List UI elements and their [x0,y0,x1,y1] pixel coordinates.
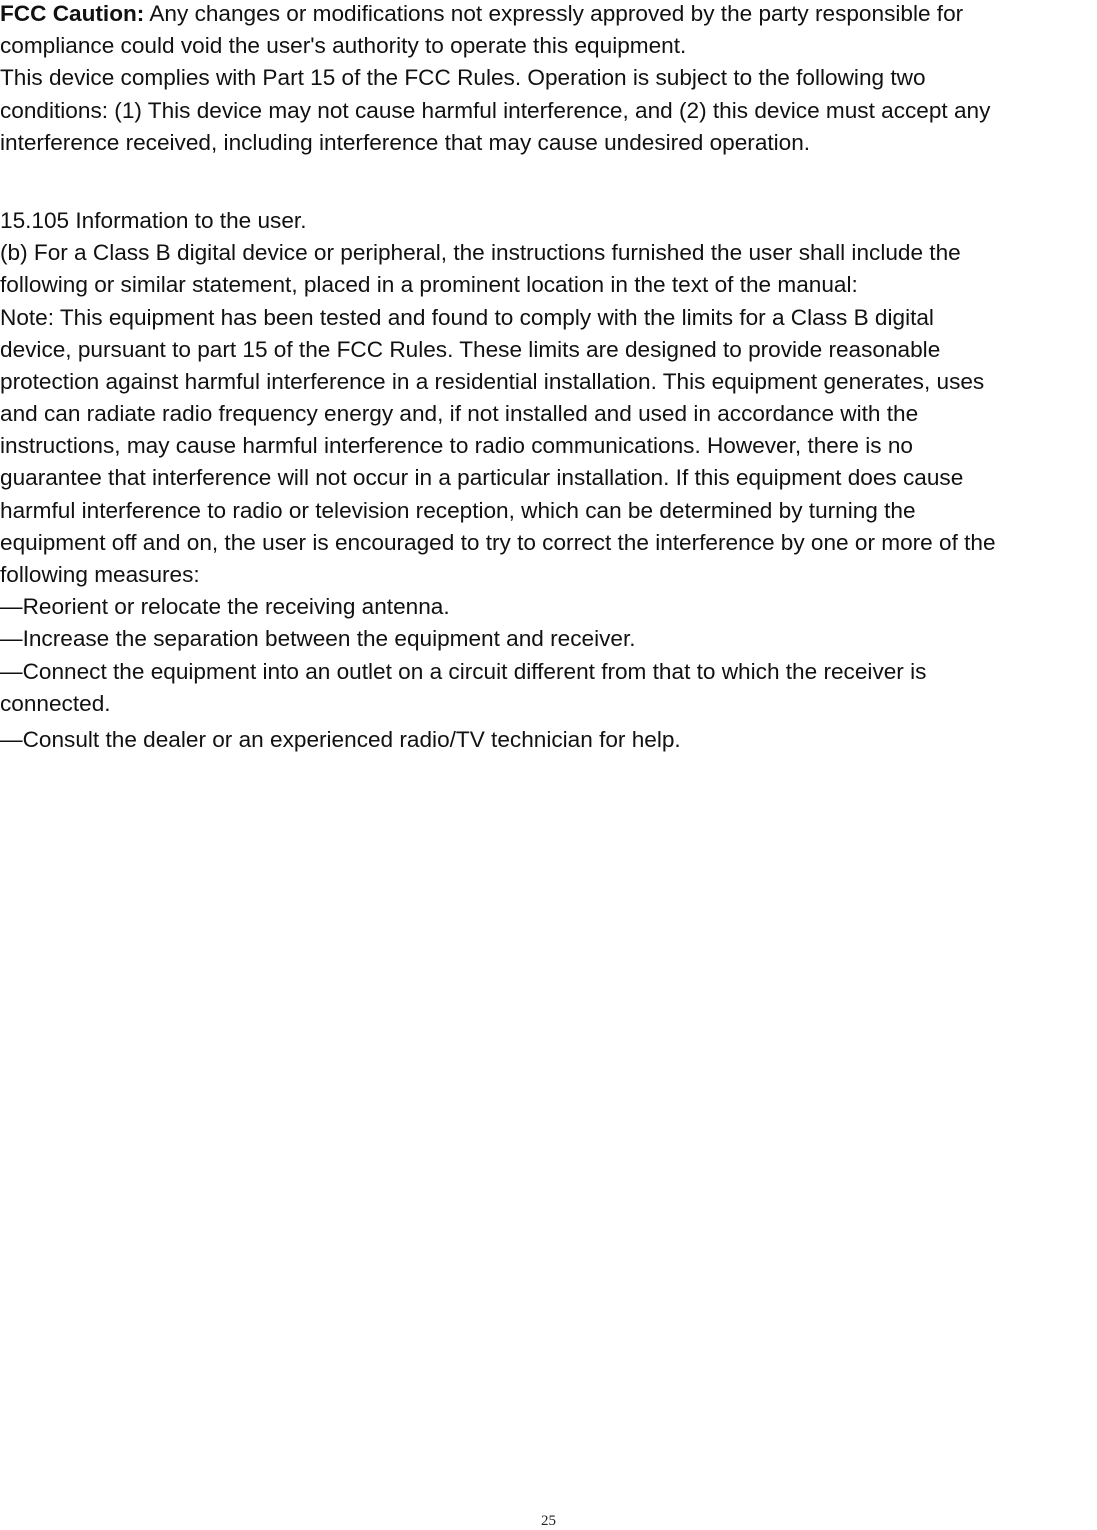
info-line-3: following or similar statement, placed in a prominent location in the text of the manual: [0,272,858,298]
info-line-7: and can radiate radio frequency energy and, if not installed and used in accordance with the [0,401,919,427]
part15-line-2: conditions: (1) This device may not cause harmful interference, and (2) this device must accept any [0,97,991,123]
info-line-2: (b) For a Class B digital device or peripheral, the instructions furnished the user shall include the [0,240,961,266]
fcc-caution-line-2: compliance could void the user's authority to operate this equipment. [0,33,687,59]
fcc-caution-text: Any changes or modifications not expressly approved by the party responsible for [144,1,964,26]
measure-line-1: —Reorient or relocate the receiving antenna. [0,594,450,620]
measure-line-4: connected. [0,690,111,716]
info-line-4: Note: This equipment has been tested and found to comply with the limits for a Class B digital [0,304,934,330]
fcc-caution-label: FCC Caution: [0,1,145,26]
info-line-11: equipment off and on, the user is encouraged to try to correct the interference by one or more of the [0,529,996,555]
info-line-5: device, pursuant to part 15 of the FCC Rules. These limits are designed to provide reasonable [0,336,941,362]
document-body [0,0,1097,756]
measure-line-3: —Connect the equipment into an outlet on a circuit different from that to which the receiver is [0,658,927,684]
measure-line-2: —Increase the separation between the equipment and receiver. [0,626,636,652]
info-line-6: protection against harmful interference in a residential installation. This equipment generates, uses [0,368,985,394]
info-line-10: harmful interference to radio or television reception, which can be determined by turning the [0,497,916,523]
page-number: 25 [541,1513,556,1529]
info-line-8: instructions, may cause harmful interference to radio communications. However, there is no [0,433,913,459]
measure-line-5: —Consult the dealer or an experienced radio/TV technician for help. [0,726,681,752]
info-line-1: 15.105 Information to the user. [0,207,307,233]
info-line-12: following measures: [0,562,200,587]
paragraph-spacer [0,159,1097,205]
part15-line-3: interference received, including interference that may cause undesired operation. [0,129,811,155]
info-line-9: guarantee that interference will not occur in a particular installation. If this equipment does cause [0,465,964,491]
fcc-caution-line-1 [0,0,1097,30]
part15-line-1: This device complies with Part 15 of the FCC Rules. Operation is subject to the following two [0,65,926,91]
